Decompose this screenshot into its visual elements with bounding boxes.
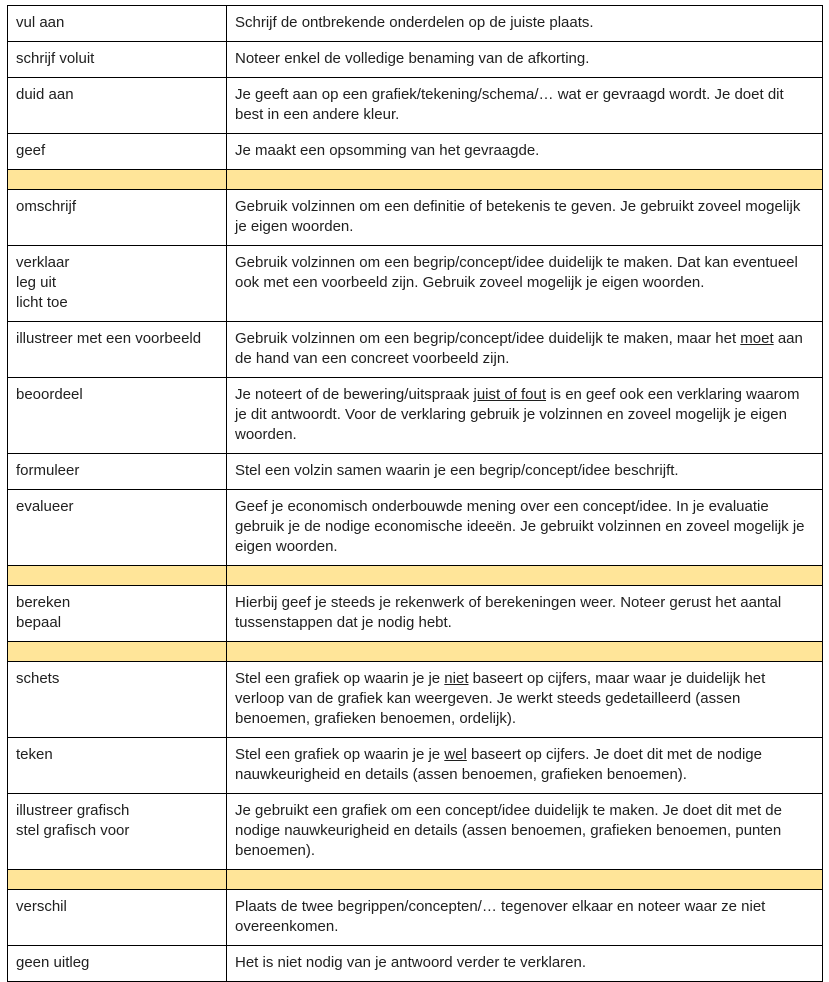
table-row [8, 134, 823, 170]
term-cell [8, 190, 227, 246]
description-text: aan de hand van een concreet voorbeeld zijn. [235, 330, 803, 367]
term-cell [8, 946, 227, 982]
table-row [8, 586, 823, 642]
description-text: Gebruik volzinnen om een definitie of betekenis te geven. Je gebruikt zoveel mogelijk je eigen woorden. [235, 198, 801, 235]
separator-row [8, 170, 823, 190]
term-label: bepaal [16, 614, 62, 631]
description-cell [227, 6, 823, 42]
table-row [8, 78, 823, 134]
separator-row [8, 870, 823, 890]
description-text: Je geeft aan op een grafiek/tekening/schema/… wat er gevraagd wordt. Je doet dit best in een andere kleur. [235, 86, 784, 123]
term-label: omschrijf [16, 198, 77, 215]
table-row [8, 322, 823, 378]
separator-cell [227, 642, 823, 662]
term-label: bereken [16, 594, 71, 611]
term-cell [8, 322, 227, 378]
separator-cell [227, 566, 823, 586]
term-cell [8, 378, 227, 454]
separator-cell [8, 566, 227, 586]
description-cell [227, 378, 823, 454]
description-cell [227, 738, 823, 794]
term-label: verschil [16, 898, 67, 915]
description-cell [227, 586, 823, 642]
table-row [8, 794, 823, 870]
separator-cell [8, 870, 227, 890]
separator-cell [227, 870, 823, 890]
description-cell [227, 454, 823, 490]
term-label: stel grafisch voor [16, 822, 130, 839]
description-cell [227, 78, 823, 134]
description-text: Je noteert of de bewering/uitspraak [235, 386, 474, 403]
separator-cell [227, 170, 823, 190]
description-cell [227, 490, 823, 566]
term-label: vul aan [16, 14, 65, 31]
separator-row [8, 566, 823, 586]
term-cell [8, 42, 227, 78]
table-row [8, 490, 823, 566]
emphasis-text: niet [444, 670, 469, 687]
term-cell [8, 662, 227, 738]
description-text: Je maakt een opsomming van het gevraagde. [235, 142, 540, 159]
description-cell [227, 322, 823, 378]
term-cell [8, 6, 227, 42]
term-label: illustreer met een voorbeeld [16, 330, 202, 347]
description-text: baseert op cijfers, maar waar je duidelijk het verloop van de grafiek kan weergeven. Je werkt steeds gedetailleerd (assen benoemen, grafieken benoemen, ordelijk). [235, 670, 766, 727]
table-row [8, 378, 823, 454]
term-label: leg uit [16, 274, 57, 291]
term-cell [8, 454, 227, 490]
term-label: teken [16, 746, 53, 763]
emphasis-text: moet [740, 330, 774, 347]
term-label: schets [16, 670, 60, 687]
table-row [8, 190, 823, 246]
description-cell [227, 190, 823, 246]
table-row [8, 454, 823, 490]
table-row [8, 738, 823, 794]
term-cell [8, 78, 227, 134]
term-label: schrijf voluit [16, 50, 95, 67]
term-cell [8, 246, 227, 322]
term-cell [8, 586, 227, 642]
description-text: Gebruik volzinnen om een begrip/concept/idee duidelijk te maken. Dat kan eventueel ook met een voorbeeld zijn. Gebruik zoveel mogelijk je eigen woorden. [235, 254, 798, 291]
term-label: verklaar [16, 254, 70, 271]
description-cell [227, 794, 823, 870]
separator-row [8, 642, 823, 662]
description-cell [227, 662, 823, 738]
term-label: beoordeel [16, 386, 83, 403]
table-row [8, 662, 823, 738]
term-label: geef [16, 142, 46, 159]
description-text: Schrijf de ontbrekende onderdelen op de juiste plaats. [235, 14, 594, 31]
term-cell [8, 738, 227, 794]
term-label: evalueer [16, 498, 74, 515]
description-text: Plaats de twee begrippen/concepten/… tegenover elkaar en noteer waar ze niet overeenkomen. [235, 898, 766, 935]
table-row [8, 42, 823, 78]
description-text: is en geef ook een verklaring waarom je dit antwoordt. Voor de verklaring gebruik je volzinnen en zoveel mogelijk je eigen woorden. [235, 386, 800, 443]
description-text: Stel een grafiek op waarin je je [235, 746, 445, 763]
description-text: Stel een volzin samen waarin je een begrip/concept/idee beschrijft. [235, 462, 679, 479]
description-text: Je gebruikt een grafiek om een concept/idee duidelijk te maken. Je doet dit met de nodige nauwkeurigheid en details (assen benoemen, grafieken benoemen, punten benoemen). [235, 802, 782, 859]
term-label: geen uitleg [16, 954, 90, 971]
term-label: illustreer grafisch [16, 802, 130, 819]
description-cell [227, 890, 823, 946]
table-row [8, 246, 823, 322]
term-cell [8, 794, 227, 870]
description-text: Noteer enkel de volledige benaming van de afkorting. [235, 50, 590, 67]
description-cell [227, 134, 823, 170]
term-cell [8, 134, 227, 170]
description-cell [227, 42, 823, 78]
term-label: duid aan [16, 86, 74, 103]
description-text: Stel een grafiek op waarin je je [235, 670, 445, 687]
description-text: Geef je economisch onderbouwde mening over een concept/idee. In je evaluatie gebruik je de nodige economische ideeën. Je gebruikt volzinnen en zoveel mogelijk je eigen woorden. [235, 498, 805, 555]
description-text: Hierbij geef je steeds je rekenwerk of berekeningen weer. Noteer gerust het aantal tussenstappen dat je nodig hebt. [235, 594, 782, 631]
table-row [8, 946, 823, 982]
table-row [8, 6, 823, 42]
description-text: baseert op cijfers. Je doet dit met de nodige nauwkeurigheid en details (assen benoemen, grafieken benoemen). [235, 746, 762, 783]
term-label: formuleer [16, 462, 80, 479]
term-cell [8, 890, 227, 946]
description-cell [227, 246, 823, 322]
emphasis-text: wel [444, 746, 467, 763]
description-text: Het is niet nodig van je antwoord verder te verklaren. [235, 954, 587, 971]
term-cell [8, 490, 227, 566]
separator-cell [8, 642, 227, 662]
instruction-terms-table [7, 5, 823, 982]
separator-cell [8, 170, 227, 190]
description-text: Gebruik volzinnen om een begrip/concept/idee duidelijk te maken, maar het [235, 330, 741, 347]
emphasis-text: juist of fout [473, 386, 547, 403]
table-row [8, 890, 823, 946]
term-label: licht toe [16, 294, 68, 311]
description-cell [227, 946, 823, 982]
